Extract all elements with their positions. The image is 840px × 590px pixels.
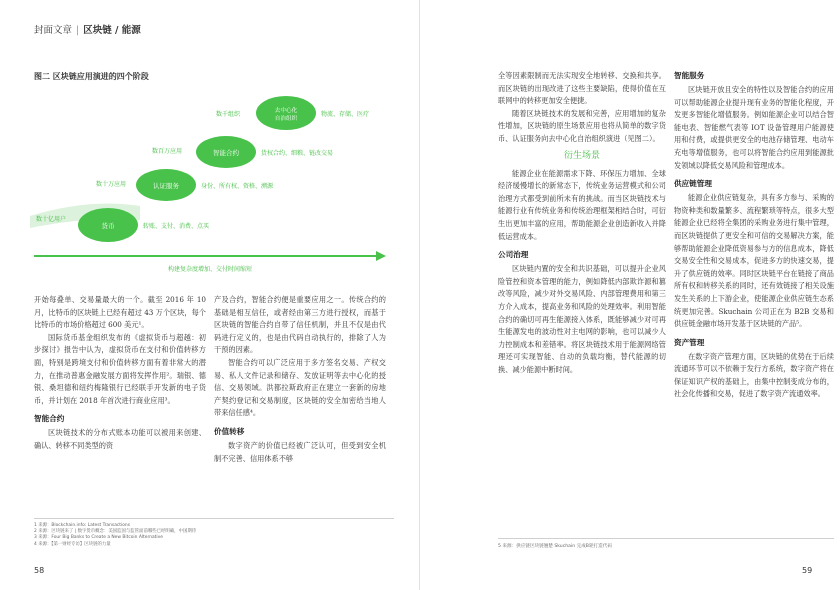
stage-left-3: 数百万应用 [152,148,183,155]
evolution-diagram-svg [30,88,390,278]
right-column-2 [674,70,834,401]
stage-right-2: 身份、所有权、资格、溯源 [201,183,274,190]
paragraph: 区块链开放且安全的特性以及智能合约的应用可以帮助能源企业提升现有业务的智能化程度，开发更多智能化增值服务。例如能源企业可以结合智能电表、智能燃气表等 IOT 设备管理用户能源使用和付费，或提供更安全的电池存储管理、电动车充电等增值服务，也可以将智能合约应用到能源批发领域以降低交易风险和管理成本。 [674,85,834,170]
paragraph: 国际货币基金组织发布的《虚拟货币与超越：初步探讨》报告中认为，虚拟货币在支付和价值转移方面，特别是跨境支付和价值转移方面有着非常大的潜力，在推动普惠金融发展方面将发挥作用²。瑞银、德银、桑坦德和纽约梅隆银行已经联手开发新的电子货币，并计划在 2018 年首次进行商业应用³。 [34,332,206,405]
axis-arrow-head [376,251,386,261]
subheading-smart-contract: 智能合约 [34,414,65,424]
paragraph: 数字资产的价值已经被广泛认可，但受到安全机制不完善、信用体系不够 [214,440,386,463]
header-section: 封面文章 [34,25,73,36]
figure-title: 图二 区块链应用演进的四个阶段 [34,72,149,81]
left-column-1 [34,294,206,453]
stage-right-3: 货权合约、细粮、链改交易 [261,150,334,157]
stage-left-4: 数千组织 [216,111,241,118]
paragraph: 全等因素限制而无法实现安全地转移、交换和共享。而区块链的出现改进了这些主要缺陷，使得价值在互联网中的转移更加安全便捷。 [498,71,666,106]
evolution-diagram [30,88,390,278]
axis-label: 构建复杂度增加、交付时间缩短 [167,266,253,273]
page-number-left: 58 [34,566,45,575]
page-number-right: 59 [802,566,813,575]
paragraph: 开始每叠单、交易量最大的一个。截至 2016 年 10 月，比特币的区块链上已经有超过 43 万个区块，每个比特币的市场价格超过 600 美元¹。 [34,295,206,330]
paragraph: 智能合约可以广泛应用于多方签名交易、产权交易、私人文件记录和储存、发放证明等去中心化的授信、交易领域。洪都拉斯政府正在建立一套新的房地产契约登记和交易制度，区块链的安全加密给当地人带来信任感⁴。 [214,357,386,418]
subheading-derived-scenarios: 衍生场景 [563,150,600,161]
footnotes [34,518,394,548]
stage-left-2: 数十万应用 [96,181,127,188]
paragraph: 区块链技术的分布式账本功能可以被用来创建、确认、转移不同类型的资 [34,428,206,450]
subheading-smart-services: 智能服务 [674,71,705,80]
stage-right-1: 转账、支付、消费、点买 [143,223,210,230]
subheading-asset-management: 资产管理 [674,337,705,347]
paragraph: 区块链内置的安全和共识基础，可以提升企业风险管控和资本管理的能力，例如降低内部欺诈源和篡改等风险，减少对外交易风险、内部管理费用和第三方介入成本，提高业务和风险的处理效率。利用智能合约的确切可再生能源接入体系，既能够减少对可再生能源发电的波动性对主电网的影响，也可以减少人力控制成本和差错率。将区块链技术用于能源网络管理还可实现智能、自动的负载均衡，替代能源的切换、减少能源中断时间。 [498,264,666,374]
stage-label-4: 去中心化自治组织 [274,108,298,122]
left-column-2 [214,294,386,465]
running-head: 封面文章 | 区块链 / 能源 [34,25,141,36]
subheading-supply-chain: 供应链管理 [674,179,712,189]
paragraph: 随着区块链技术的发展和完善，应用增加的复杂性增加，区块链的原生场景应用也将从简单的数字货币、认证服务向去中心化自治组织演进（见图二）。 [498,108,666,143]
paragraph: 产及合约，智能合约便是重要应用之一。传统合约的基础是相互信任，或者经由第三方进行授权，而基于区块链的智能合约自带了信任机制，并且不仅是由代码进行定义的，也是由代码自动执行的，排除了人为干预的因素。 [214,295,386,355]
right-page [420,0,840,590]
footnote: 5 来源：供应链区块链翘楚 Skuchain 完成B轮打造代码 [498,538,834,549]
right-column-1 [498,70,666,376]
footnote: 4 来源：【第一财经专访】区块链的力量 [34,541,111,547]
paragraph: 能源企业供应链复杂，具有多方参与、采购的物资种类和数量繁多、流程繁琐等特点，很多大型能源企业已经将全集团的采购业务进行集中管理，而区块链提供了更安全和可信的交易解决方案，能够帮助能源企业降低资易参与方的信息成本，降低交易安全性和交易成本，促进多方的快速交易，提升了供应链的效率。同时区块链平台在链接了商品所有权和转移关系的同时，还有效链接了相关设施发生关系的上下游企业，使能源企业供应链生态系统更加完善。Skuchain 公司正在为 B2B 交易和供应链金融市场开发基于区块链的产品⁵。 [674,193,834,329]
footnote: 1 来源：Blockchain.info: Latest Transactions [34,523,130,528]
subheading-value-transfer: 价值转移 [214,426,245,436]
footnote: 2 来源：区块链来了 | 数字货币概念：美国监国与监管面前哪些已经明确，中国期待 [34,529,197,535]
stage-label-3: 智能合约 [213,149,239,157]
stage-left-1: 数十亿用户 [36,216,67,223]
stage-label-2: 认证服务 [153,182,179,190]
paragraph: 在数字资产管理方面，区块链的优势在于后续流通环节可以不依赖于发行方系统，数字资产将在保证知识产权的基础上，由集中控制变成分布的，社会化传播和交易，促进了数字资产流通效率。 [674,351,834,399]
paragraph: 能源企业在能源需求下降、环保压力增加、全球经济缓慢增长的新常态下，传统业务运营模式和公司治理方式都受到前所未有的挑战。而当区块链技术与能源行业有传统业务和传统治理框架相结合时，可衍生出更加丰富的应用，帮助能源企业创造新收入并降低运营成本。 [498,168,666,241]
stage-right-4: 物流、存储、医疗 [321,111,370,118]
stage-label-1: 货币 [101,222,115,230]
footnote: 3 来源：Four Big Banks to Create a New Bitcoin Alternative [34,535,163,541]
header-topic: 区块链 / 能源 [83,25,141,36]
subheading-corporate-governance: 公司治理 [498,250,529,260]
